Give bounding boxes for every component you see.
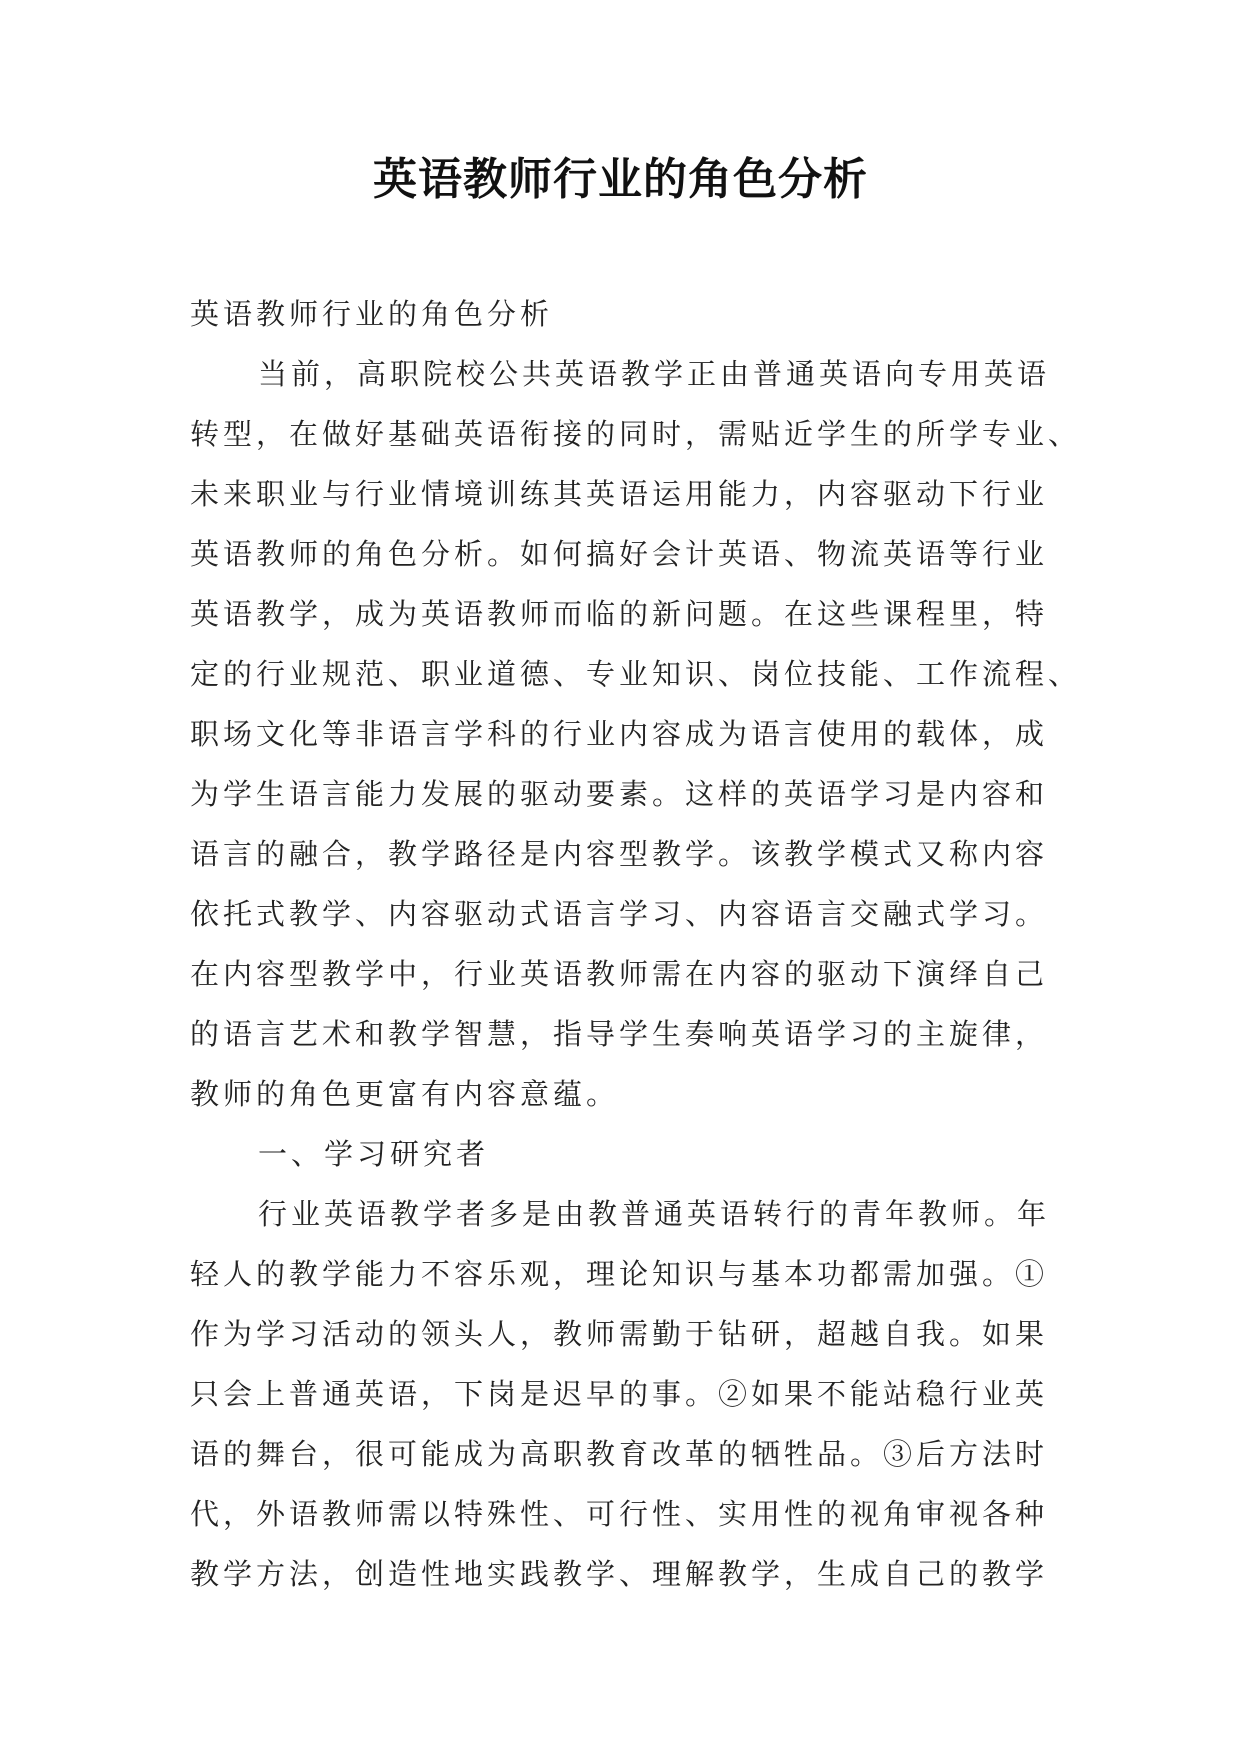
paragraph-intro: [190, 344, 1082, 1124]
section-heading-text: 一、学习研究者: [258, 1137, 490, 1171]
paragraph-line: 作为学习活动的领头人，教师需勤于钻研，超越自我。如果: [190, 1317, 1049, 1351]
paragraph-line: 代，外语教师需以特殊性、可行性、实用性的视角审视各种: [190, 1497, 1049, 1531]
paragraph-line: 只会上普通英语，下岗是迟早的事。②如果不能站稳行业英: [190, 1377, 1049, 1411]
paragraph-line: 轻人的教学能力不容乐观，理论知识与基本功都需加强。①: [190, 1257, 1049, 1291]
paragraph-section1: [190, 1184, 1060, 1604]
paragraph-line: 语的舞台，很可能成为高职教育改革的牺牲品。③后方法时: [190, 1437, 1049, 1471]
paragraph-line: 的语言艺术和教学智慧，指导学生奏响英语学习的主旋律，: [190, 1017, 1049, 1051]
document-subtitle: [190, 284, 1060, 344]
paragraph-line: 英语教学，成为英语教师而临的新问题。在这些课程里，特: [190, 597, 1049, 631]
paragraph-line: 教学方法，创造性地实践教学、理解教学，生成自己的教学: [190, 1557, 1049, 1591]
paragraph-line: 依托式教学、内容驱动式语言学习、内容语言交融式学习。: [190, 897, 1049, 931]
paragraph-line: 定的行业规范、职业道德、专业知识、岗位技能、工作流程、: [190, 657, 1082, 691]
section-heading: [190, 1124, 1060, 1184]
paragraph-line: 教师的角色更富有内容意蕴。: [190, 1077, 620, 1111]
paragraph-line: 英语教师的角色分析。如何搞好会计英语、物流英语等行业: [190, 537, 1049, 571]
paragraph-line: 未来职业与行业情境训练其英语运用能力，内容驱动下行业: [190, 477, 1049, 511]
subtitle-line: 英语教师行业的角色分析: [190, 297, 554, 331]
paragraph-line: 当前，高职院校公共英语教学正由普通英语向专用英语: [258, 357, 1051, 391]
paragraph-line: 职场文化等非语言学科的行业内容成为语言使用的载体，成: [190, 717, 1049, 751]
paragraph-line: 为学生语言能力发展的驱动要素。这样的英语学习是内容和: [190, 777, 1049, 811]
document-body: [190, 284, 1082, 1604]
paragraph-line: 行业英语教学者多是由教普通英语转行的青年教师。年: [258, 1197, 1051, 1231]
paragraph-line: 转型，在做好基础英语衔接的同时，需贴近学生的所学专业、: [190, 417, 1082, 451]
document-title: 英语教师行业的角色分析: [373, 154, 868, 205]
paragraph-line: 在内容型教学中，行业英语教师需在内容的驱动下演绎自己: [190, 957, 1049, 991]
paragraph-line: 语言的融合，教学路径是内容型教学。该教学模式又称内容: [190, 837, 1049, 871]
